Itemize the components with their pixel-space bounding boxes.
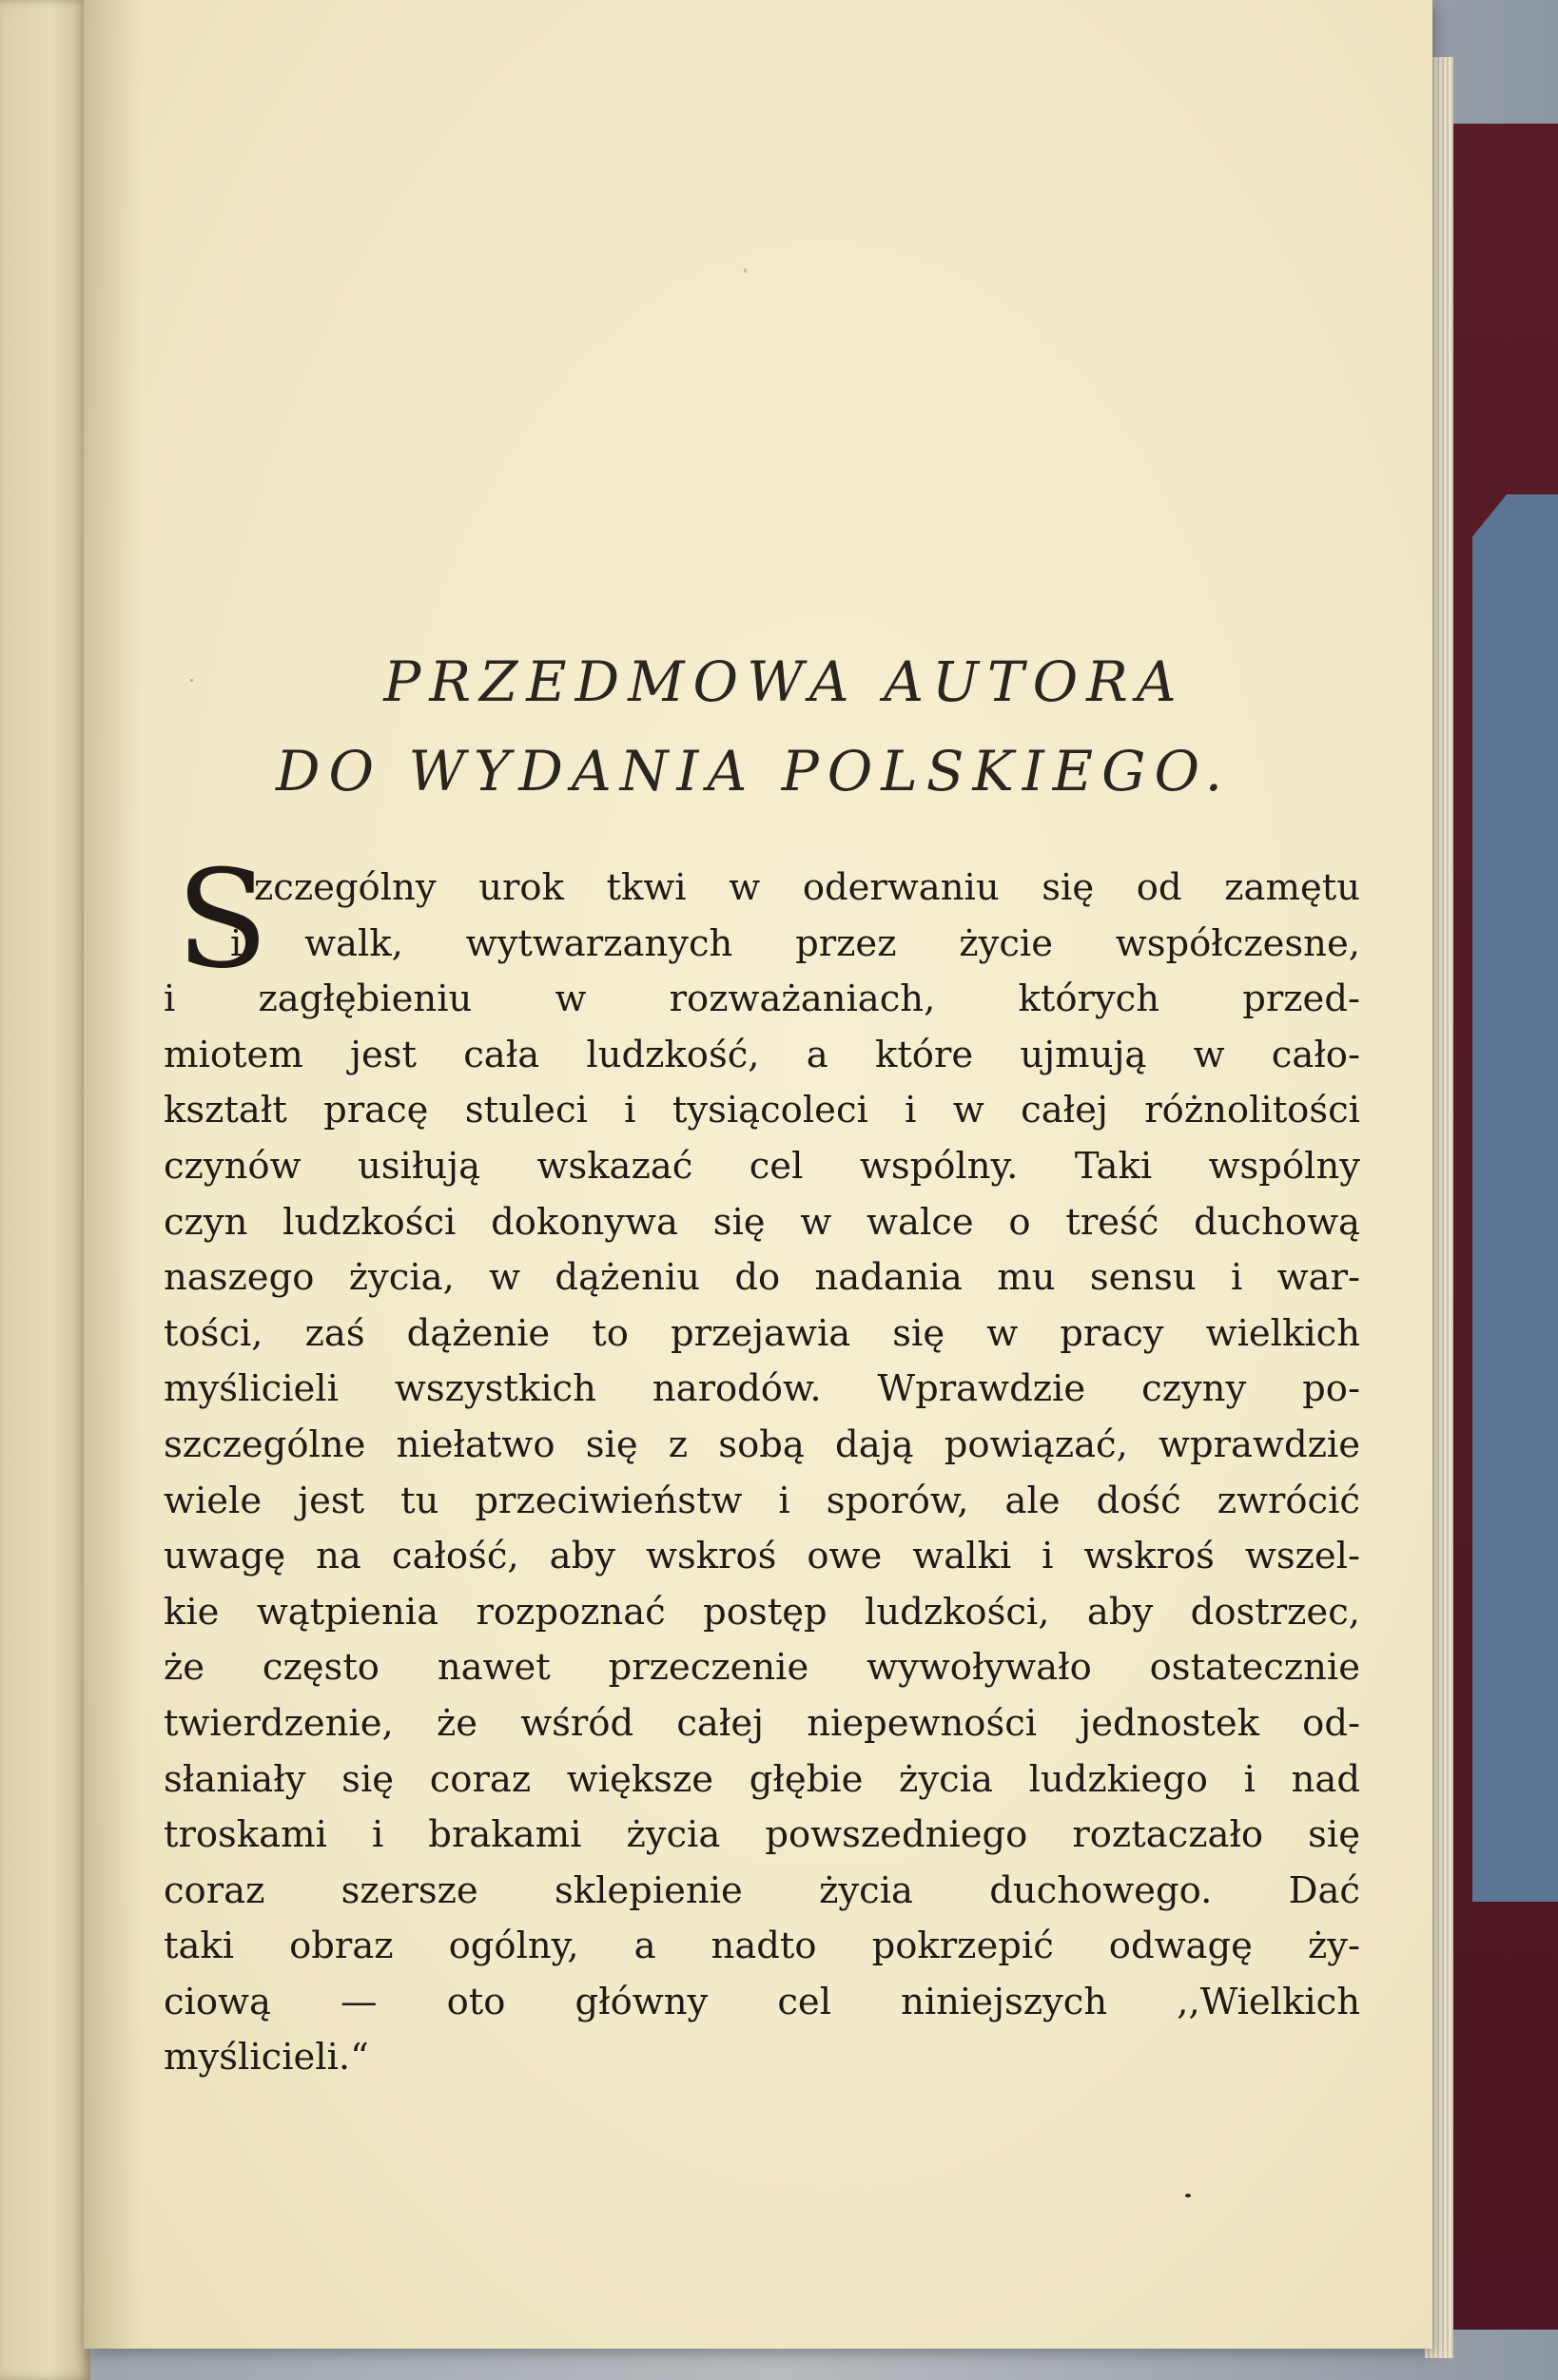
- body-paragraph: [164, 861, 1360, 2086]
- text-line: wiele jest tu przeciwieństw i sporów, ale dość zwrócić: [164, 1479, 1360, 1522]
- title-line-1: PRZEDMOWA AUTORA: [383, 649, 1185, 714]
- text-line: ciową — oto główny cel niniejszych ,,Wielkich: [164, 1980, 1360, 2023]
- text-line: myślicieli.“: [164, 2036, 369, 2080]
- text-line: coraz szersze sklepienie życia duchowego. Dać: [164, 1868, 1360, 1912]
- text-line: szczególne niełatwo się z sobą dają powiązać, wprawdzie: [164, 1422, 1360, 1466]
- title-line-2: DO WYDANIA POLSKIEGO.: [275, 739, 1232, 803]
- text-line: i walk, wytwarzanych przez życie współczesne,: [230, 921, 1360, 965]
- book-page: [84, 0, 1432, 2349]
- text-line: miotem jest cała ludzkość, a które ujmują w cało-: [164, 1033, 1360, 1076]
- left-page-edge: [0, 0, 90, 2380]
- text-line: czyn ludzkości dokonywa się w walce o treść duchową: [164, 1200, 1360, 1244]
- text-line: że często nawet przeczenie wywoływało ostatecznie: [164, 1646, 1360, 1690]
- text-line: słaniały się coraz większe głębie życia ludzkiego i nad: [164, 1757, 1360, 1801]
- paper-speck: [744, 268, 747, 273]
- text-line: troskami i brakami życia powszedniego roztaczało się: [164, 1813, 1360, 1857]
- chapter-title: [84, 637, 1432, 816]
- text-line: naszego życia, w dążeniu do nadania mu sensu i war-: [164, 1256, 1360, 1300]
- text-line: czynów usiłują wskazać cel wspólny. Taki wspólny: [164, 1144, 1360, 1188]
- cover-cloth-spine: [1472, 494, 1558, 1902]
- text-line: taki obraz ogólny, a nadto pokrzepić odwagę ży-: [164, 1925, 1360, 1968]
- drop-cap: S: [176, 842, 269, 998]
- text-line: kie wątpienia rozpoznać postęp ludzkości, aby dostrzec,: [164, 1590, 1360, 1634]
- text-line: zczególny urok tkwi w oderwaniu się od zamętu: [254, 866, 1360, 909]
- text-line: kształt pracę stuleci i tysiącoleci i w całej różnolitości: [164, 1089, 1360, 1132]
- text-line: i zagłębieniu w rozważaniach, których przed-: [164, 977, 1360, 1021]
- text-line: myślicieli wszystkich narodów. Wprawdzie czyny po-: [164, 1367, 1360, 1411]
- text-line: twierdzenie, że wśród całej niepewności jednostek od-: [164, 1701, 1360, 1745]
- paper-speck: [1185, 2194, 1191, 2197]
- page-gutter-shadow: [84, 0, 141, 2349]
- paper-speck: [190, 679, 193, 682]
- text-line: tości, zaś dążenie to przejawia się w pracy wielkich: [164, 1311, 1360, 1355]
- text-line: uwagę na całość, aby wskroś owe walki i wskroś wszel-: [164, 1535, 1360, 1578]
